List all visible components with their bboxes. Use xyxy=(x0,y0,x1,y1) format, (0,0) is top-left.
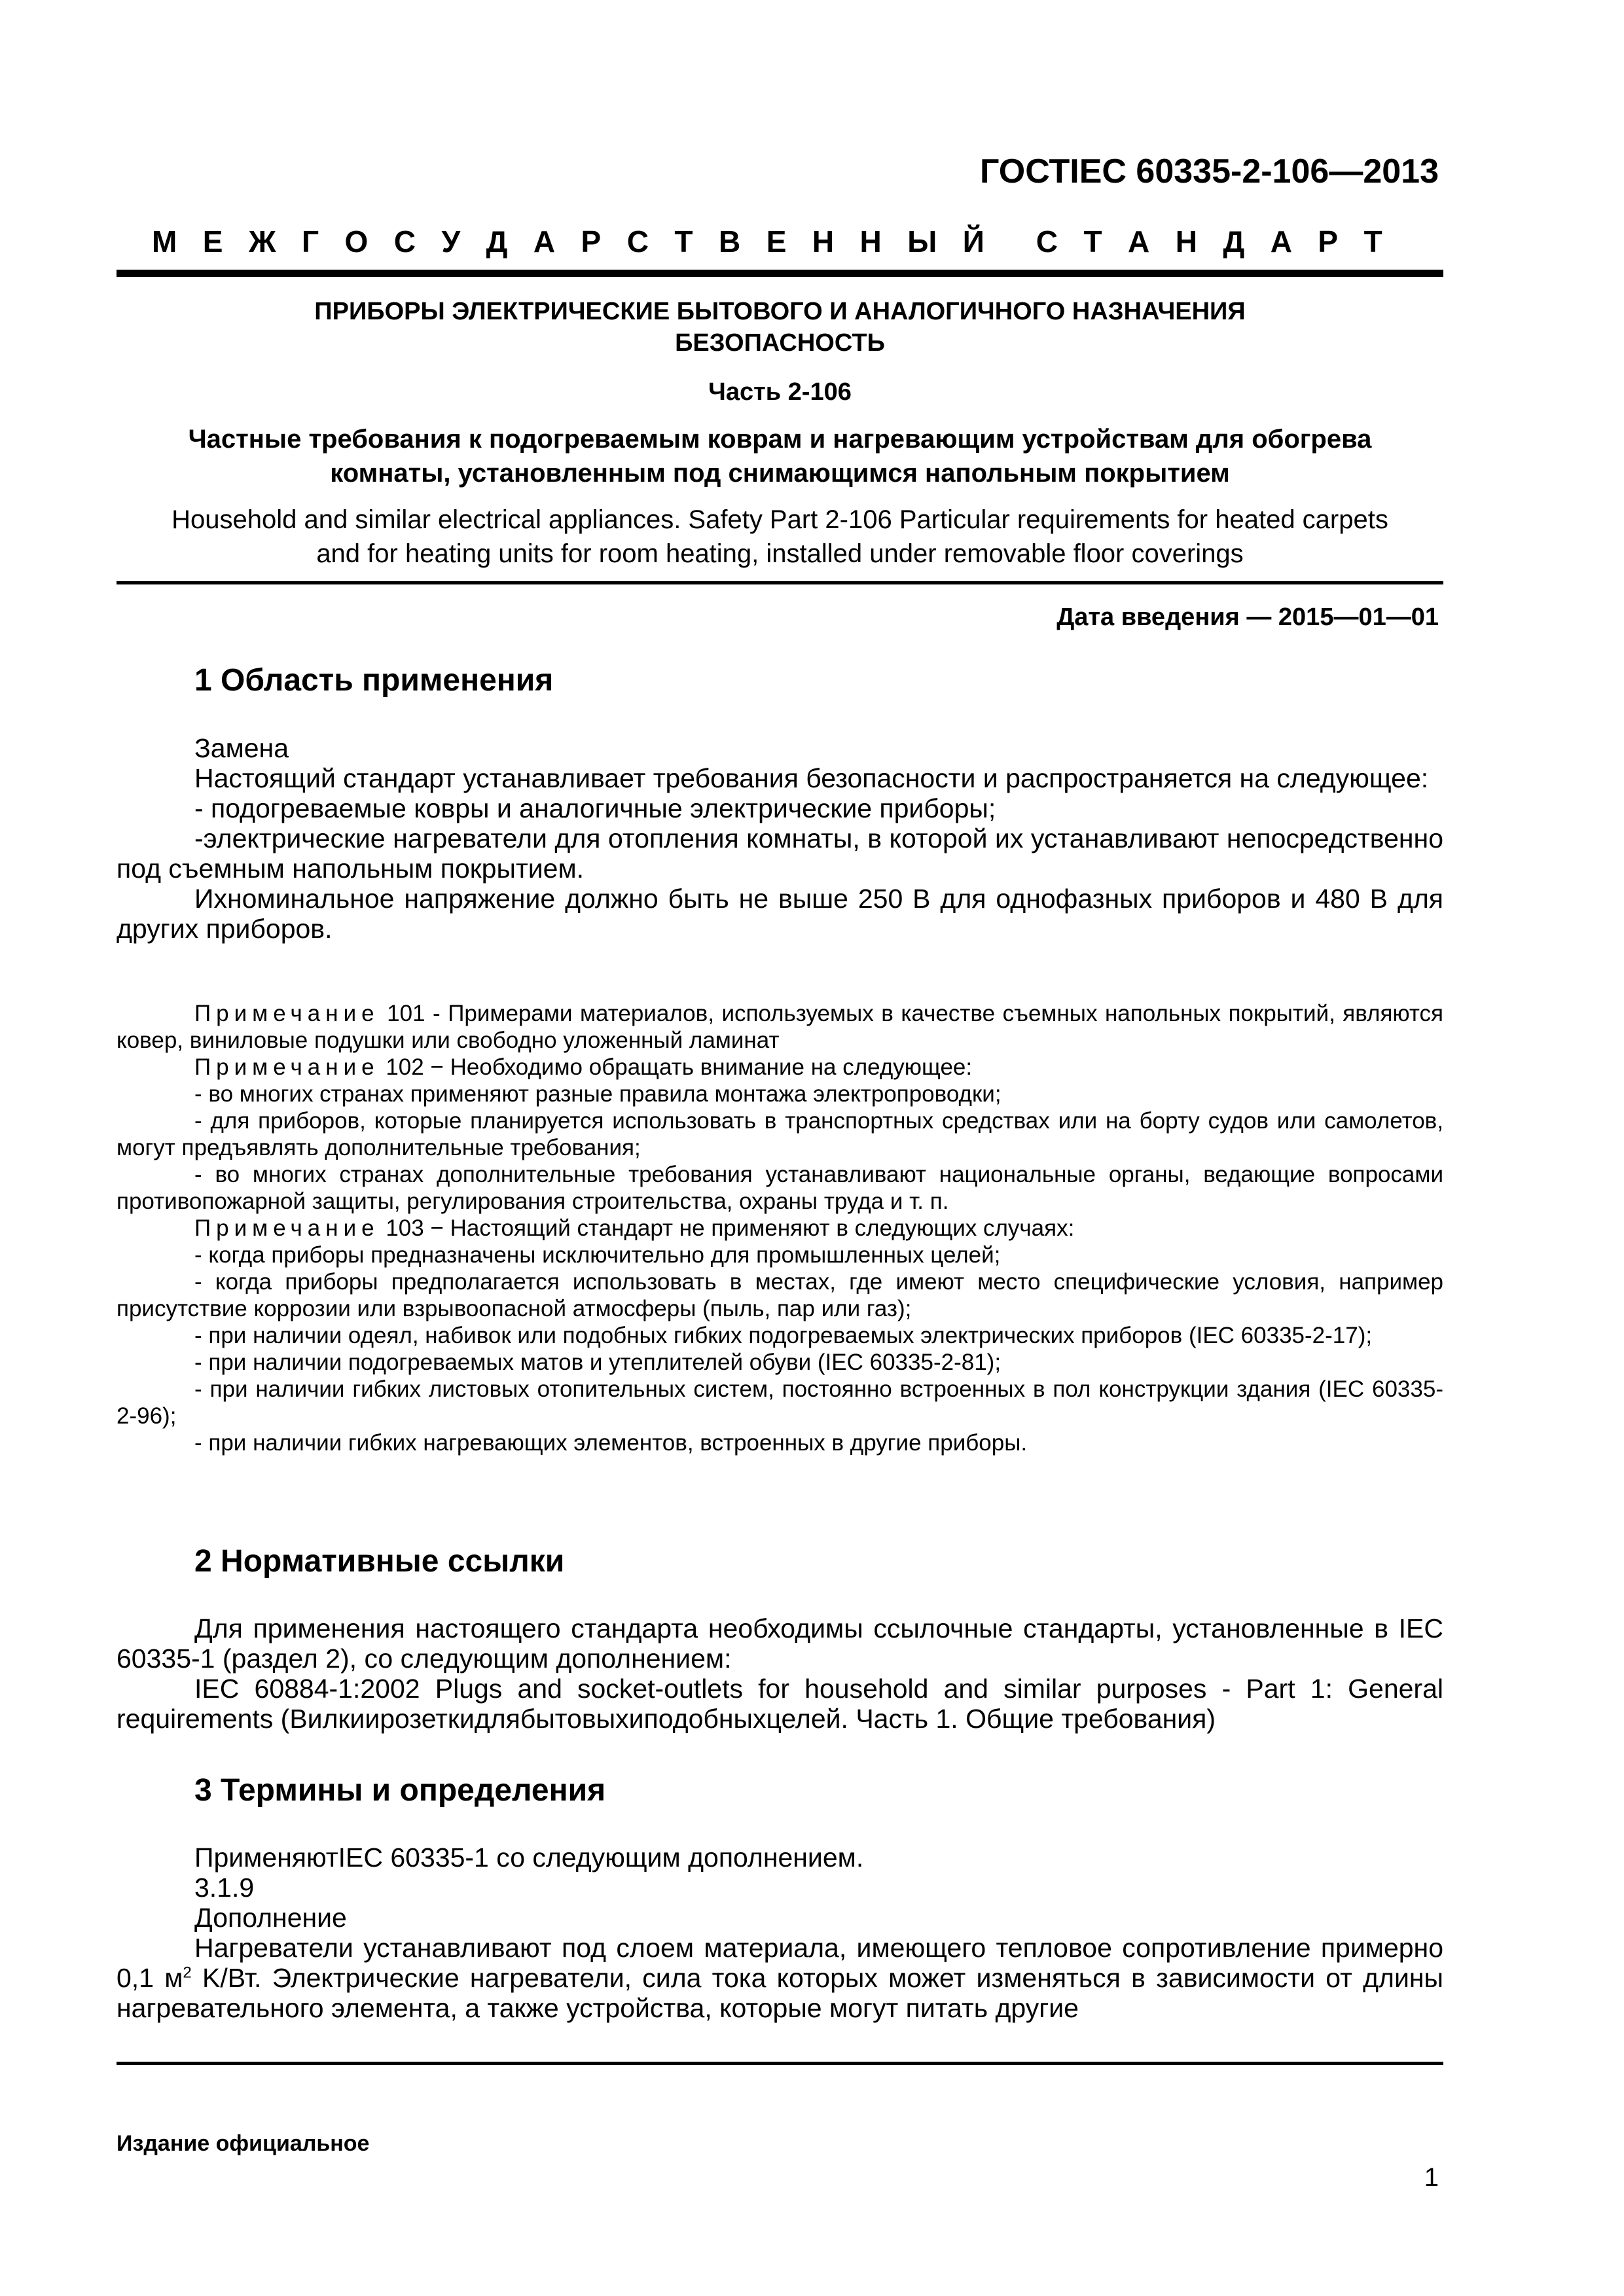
note-item: - при наличии одеял, набивок или подобных гибких подогреваемых электрических приборов (IEC 60335-2-17); xyxy=(194,1323,1373,1348)
banner-letter: Т xyxy=(1083,224,1102,259)
banner-letter: Г xyxy=(302,224,319,259)
note-item: - для приборов, которые планируется использовать в транспортных средствах или на борту судов или самолетов, могут предъявлять дополнительные требования; xyxy=(117,1108,1443,1160)
banner-letter: Н xyxy=(859,224,882,259)
title-rule xyxy=(117,581,1443,584)
note-item: - при наличии гибких нагревающих элементов, встроенных в другие приборы. xyxy=(194,1430,1028,1456)
particular-line-1: Частные требования к подогреваемым коврам и нагревающим устройствам для обогрева xyxy=(188,425,1372,454)
paragraph: Ихноминальное напряжение должно быть не выше 250 В для однофазных приборов и 480 В для других приборов. xyxy=(117,884,1443,944)
note-item: - во многих странах дополнительные требования устанавливают национальные органы, ведающие вопросами противопожарной защиты, регулирования строительства, охраны труда и т. п. xyxy=(117,1162,1443,1214)
introduction-date: Дата введения — 2015—01—01 xyxy=(1056,603,1439,631)
banner-letter: Й xyxy=(962,224,984,259)
title-line-2: БЕЗОПАСНОСТЬ xyxy=(675,329,885,357)
paragraph: Замена xyxy=(194,733,289,763)
banner-letter: А xyxy=(533,224,556,259)
note-text: 102 − Необходимо обращать внимание на следующее: xyxy=(386,1054,973,1080)
english-title xyxy=(117,503,1443,571)
banner-letter: Р xyxy=(581,224,602,259)
note-item: - когда приборы предполагается использовать в местах, где имеют место специфические условия, например присутствие коррозии или взрывоопасной атмосферы (пыль, пар или газ); xyxy=(117,1269,1443,1321)
paragraph: - подогреваемые ковры и аналогичные электрические приборы; xyxy=(194,793,996,823)
section-1-body xyxy=(117,733,1443,944)
paragraph: IEC 60884-1:2002 Plugs and socket-outlets for household and similar purposes - Part 1: General requirements (Вилкиирозеткидлябытовыхиподобныхцелей. Часть 1. Общие требования) xyxy=(117,1674,1443,1734)
banner-letter: С xyxy=(626,224,649,259)
superscript: 2 xyxy=(183,1964,192,1982)
banner-letter: Т xyxy=(674,224,693,259)
note-101 xyxy=(117,1000,1443,1054)
note-item: - во многих странах применяют разные правила монтажа электропроводки; xyxy=(194,1081,1001,1107)
note-text: 103 − Настоящий стандарт не применяют в следующих случаях: xyxy=(386,1215,1075,1241)
note-label: Примечание xyxy=(194,1054,380,1080)
note-102 xyxy=(117,1054,1443,1081)
english-line-1: Household and similar electrical appliances. Safety Part 2-106 Particular requirements for heated carpets xyxy=(171,505,1388,534)
section-3-body xyxy=(117,1842,1443,2023)
banner-letter: Е xyxy=(766,224,787,259)
note-item: - при наличии подогреваемых матов и утеплителей обуви (IEC 60335-2-81); xyxy=(194,1350,1001,1375)
paragraph: Дополнение xyxy=(194,1903,347,1933)
text-run: K/Вт. Электрические нагреватели, сила тока которых может изменяться в зависимости от длины нагревательного элемента, а также устройства, которые могут питать другие xyxy=(117,1963,1443,2023)
paragraph: 3.1.9 xyxy=(194,1873,255,1903)
banner-letter: Е xyxy=(202,224,223,259)
section-2-body xyxy=(117,1613,1443,1734)
footer-rule xyxy=(117,2062,1443,2065)
part-number: Часть 2-106 xyxy=(708,378,852,406)
paragraph xyxy=(117,1933,1443,2023)
banner-letter: Ы xyxy=(907,224,937,259)
page-number: 1 xyxy=(1424,2163,1439,2192)
header-rule xyxy=(117,270,1443,277)
banner-letter: Д xyxy=(1223,224,1245,259)
banner-letter: В xyxy=(718,224,741,259)
paragraph: -электрические нагреватели для отопления комнаты, в которой их устанавливают непосредственно под съемным напольным покрытием. xyxy=(117,823,1443,884)
note-text: 101 - Примерами материалов, используемых в качестве съемных напольных покрытий, являются ковер, виниловые подушки или свободно уложенный ламинат xyxy=(117,1001,1443,1053)
paragraph: Для применения настоящего стандарта необходимы ссылочные стандарты, установленные в IEC 60335-1 (раздел 2), со следующим дополнением: xyxy=(117,1613,1443,1674)
particular-requirements-title xyxy=(117,422,1443,490)
document-title xyxy=(117,296,1443,359)
section-1-heading: 1 Область применения xyxy=(194,663,554,698)
standard-designation: ГОСТIEC 60335-2-106—2013 xyxy=(980,152,1439,190)
banner-letter: С xyxy=(393,224,416,259)
title-line-1: ПРИБОРЫ ЭЛЕКТРИЧЕСКИЕ БЫТОВОГО И АНАЛОГИЧНОГО НАЗНАЧЕНИЯ xyxy=(314,298,1246,325)
note-item: - при наличии гибких листовых отопительных систем, постоянно встроенных в пол конструкции здания (IEC 60335-2-96); xyxy=(117,1376,1443,1429)
paragraph: Настоящий стандарт устанавливает требования безопасности и распространяется на следующее: xyxy=(194,763,1429,793)
official-edition-label: Издание официальное xyxy=(117,2131,370,2156)
banner-letter: Ж xyxy=(248,224,276,259)
banner-letter: А xyxy=(1128,224,1150,259)
note-label: Примечание xyxy=(194,1001,380,1026)
banner-letter: С xyxy=(1036,224,1058,259)
note-label: Примечание xyxy=(194,1215,380,1241)
interstate-standard-banner xyxy=(152,224,1382,259)
paragraph: ПрименяютIEC 60335-1 со следующим дополнением. xyxy=(194,1842,864,1873)
section-2-heading: 2 Нормативные ссылки xyxy=(194,1544,565,1579)
banner-letter: Р xyxy=(1318,224,1339,259)
note-103 xyxy=(117,1215,1443,1242)
banner-letter: М xyxy=(152,224,177,259)
banner-letter: Д xyxy=(486,224,508,259)
section-3-heading: 3 Термины и определения xyxy=(194,1773,606,1808)
text-run: Нагреватели устанавливают под слоем материала, имеющего тепловое сопротивление примерно 0,1 м xyxy=(117,1933,1443,1993)
particular-line-2: комнаты, установленным под снимающимся напольным покрытием xyxy=(330,459,1230,488)
section-1-notes xyxy=(117,1000,1443,1456)
banner-letter: Н xyxy=(1175,224,1197,259)
banner-letter: Т xyxy=(1363,224,1382,259)
english-line-2: and for heating units for room heating, installed under removable floor coverings xyxy=(316,539,1244,568)
banner-letter: О xyxy=(344,224,369,259)
banner-letter: У xyxy=(441,224,461,259)
note-item: - когда приборы предназначены исключительно для промышленных целей; xyxy=(194,1242,1001,1268)
banner-letter: А xyxy=(1270,224,1292,259)
banner-letter: Н xyxy=(812,224,835,259)
